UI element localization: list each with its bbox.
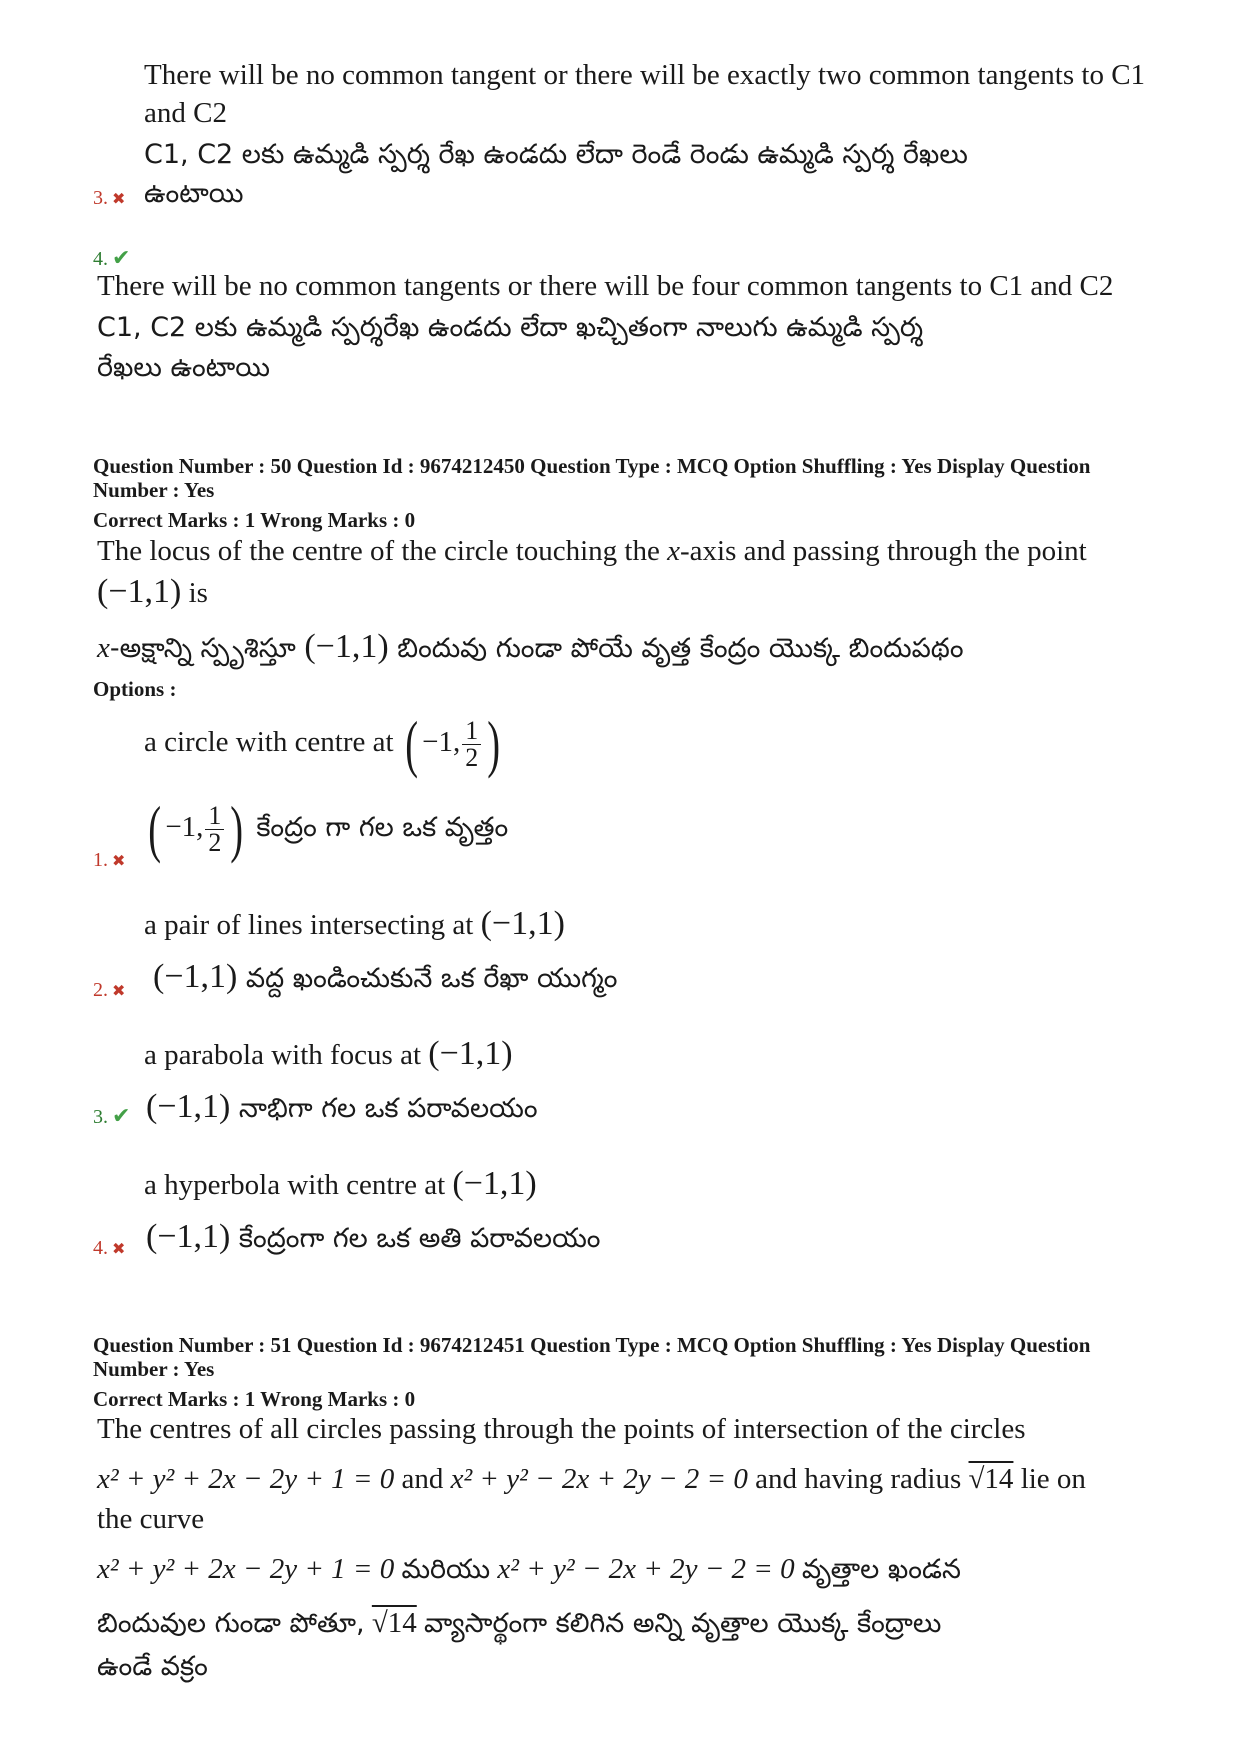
q51-te-and: మరియు bbox=[401, 1554, 491, 1585]
q51-having: and having radius bbox=[755, 1463, 962, 1495]
q50-q-pre: The locus of the centre of the circle touching the bbox=[97, 535, 668, 567]
q50-opt3-number: 3. bbox=[93, 1106, 108, 1128]
q50-opt3-en-text: a parabola with focus at bbox=[144, 1039, 429, 1071]
q49-opt3-te-line2: ఉంటాయి bbox=[144, 178, 244, 209]
q50-opt1-frac-den: 2 bbox=[465, 742, 479, 772]
q50-opt1-frac-lead: −1, bbox=[422, 726, 461, 758]
q51-and: and bbox=[401, 1463, 444, 1495]
q50-opt1-te-text: కేంద్రం గా గల ఒక వృత్తం bbox=[247, 812, 509, 843]
q51-te-line1-post: వృత్తాల ఖండన bbox=[801, 1554, 961, 1585]
q50-opt1-number: 1. bbox=[93, 849, 108, 871]
check-icon: ✔ bbox=[112, 246, 131, 271]
q50-q-is: is bbox=[181, 577, 208, 609]
q50-te-post: బిందువు గుండా పోయే వృత్త కేంద్రం యొక్క బిందుపథం bbox=[388, 633, 964, 664]
q50-question-te bbox=[97, 628, 964, 668]
q50-options-label: Options : bbox=[93, 677, 177, 701]
q50-q-var: x bbox=[667, 535, 680, 567]
q49-opt3-te-line1: C1, C2 లకు ఉమ్మడి స్పర్శ రేఖ ఉండదు లేదా రెండే రెండు ఉమ్మడి స్పర్శ రేఖలు bbox=[144, 139, 968, 170]
q51-te-line2-pre: బిందువుల గుండా పోతూ, bbox=[97, 1608, 365, 1639]
q50-opt2-te-point: (−1,1) bbox=[153, 958, 238, 995]
q50-marks: Correct Marks : 1 Wrong Marks : 0 bbox=[93, 508, 416, 532]
q50-opt3-te-point: (−1,1) bbox=[146, 1088, 231, 1125]
q50-opt2-marker bbox=[93, 978, 125, 1002]
q50-meta-line2: Number : Yes bbox=[93, 478, 215, 502]
q50-opt2-te bbox=[153, 958, 617, 998]
q50-opt3-en-point: (−1,1) bbox=[428, 1035, 513, 1072]
q51-te-line2-post: వ్యాసార్థంగా కలిగిన అన్ని వృత్తాల యొక్క కేంద్రాలు bbox=[424, 1608, 942, 1639]
q50-question-en-line1 bbox=[97, 532, 1087, 570]
q50-opt3-te-text: నాభిగా గల ఒక పరావలయం bbox=[230, 1093, 538, 1124]
q51-te-sqrt14: √14 bbox=[371, 1607, 417, 1639]
q50-opt3-marker bbox=[93, 1104, 130, 1129]
q50-opt4-en-point: (−1,1) bbox=[452, 1165, 537, 1202]
q50-opt1-te-frac-den: 2 bbox=[208, 827, 222, 857]
q50-opt4-marker bbox=[93, 1236, 125, 1260]
q50-opt2-en-text: a pair of lines intersecting at bbox=[144, 909, 481, 941]
q49-opt3-number: 3. bbox=[93, 187, 108, 209]
q50-opt2-te-text: వద్ద ఖండించుకునే ఒక రేఖా యుగ్మం bbox=[237, 963, 618, 994]
q51-te-eq2: x² + y² − 2x + 2y − 2 = 0 bbox=[497, 1553, 795, 1585]
q50-te-pre: -అక్షాన్ని స్పృశిస్తూ bbox=[109, 633, 305, 664]
q51-marks: Correct Marks : 1 Wrong Marks : 0 bbox=[93, 1387, 416, 1411]
q50-opt2-en-point: (−1,1) bbox=[480, 905, 565, 942]
q49-opt3-en-line2: and C2 bbox=[144, 97, 227, 129]
q51-te-eq1: x² + y² + 2x − 2y + 1 = 0 bbox=[97, 1553, 395, 1585]
q50-q-post: -axis and passing through the point bbox=[679, 535, 1087, 567]
q51-question-te-line1 bbox=[97, 1550, 961, 1589]
q51-question-en-line1: The centres of all circles passing through the points of intersection of the circles bbox=[97, 1413, 1026, 1445]
q50-opt2-number: 2. bbox=[93, 979, 108, 1001]
q50-opt3-en bbox=[144, 1035, 513, 1074]
q50-opt1-te-frac-lead: −1, bbox=[165, 811, 204, 843]
q50-opt1-fraction bbox=[462, 715, 481, 772]
cross-icon: ✖ bbox=[112, 981, 126, 1000]
q51-question-te-line3: ఉండే వక్రం bbox=[97, 1651, 208, 1682]
q51-lie-on: lie on bbox=[1020, 1463, 1086, 1495]
q50-te-var: x bbox=[97, 632, 110, 664]
q50-opt1-en-text: a circle with centre at bbox=[144, 726, 401, 758]
q50-opt1-te: ( −1, $\frac{1}{2}$ ) కేంద్రం గా గల ఒక వృత్తం bbox=[148, 793, 509, 865]
q50-opt4-te-point: (−1,1) bbox=[146, 1218, 231, 1255]
cross-icon: ✖ bbox=[112, 189, 126, 208]
q50-q-point: (−1,1) bbox=[97, 573, 182, 610]
q51-question-en-line2 bbox=[97, 1460, 1086, 1498]
q51-question-en-line3: the curve bbox=[97, 1503, 205, 1535]
q50-opt4-number: 4. bbox=[93, 1237, 108, 1259]
q50-meta-line1: Question Number : 50 Question Id : 9674212450 Question Type : MCQ Option Shuffling : Yes Display Question bbox=[93, 454, 1091, 478]
q51-sqrt14: √14 bbox=[968, 1463, 1014, 1495]
q51-meta-line2: Number : Yes bbox=[93, 1357, 215, 1381]
q50-opt1-marker bbox=[93, 848, 125, 872]
q50-opt4-en bbox=[144, 1165, 537, 1204]
q50-opt2-en bbox=[144, 905, 565, 944]
q50-opt1-te-frac-num: 1 bbox=[205, 803, 224, 830]
q49-opt4-te-line2: రేఖలు ఉంటాయి bbox=[97, 352, 270, 383]
q49-opt3-en-line1: There will be no common tangent or there will be exactly two common tangents to C1 bbox=[144, 59, 1146, 91]
q50-question-en-line2 bbox=[97, 573, 208, 612]
q51-eq2: x² + y² − 2x + 2y − 2 = 0 bbox=[450, 1463, 748, 1495]
q49-opt3-marker bbox=[93, 186, 125, 210]
q49-opt4-number: 4. bbox=[93, 248, 108, 270]
q50-opt4-en-text: a hyperbola with centre at bbox=[144, 1169, 453, 1201]
q49-opt4-en: There will be no common tangents or there will be four common tangents to C1 and C2 bbox=[97, 270, 1114, 302]
cross-icon: ✖ bbox=[112, 851, 126, 870]
q50-opt3-te bbox=[146, 1088, 538, 1128]
q50-opt1-en: a circle with centre at ( −1, $\frac{1}{2}$ ) bbox=[144, 708, 501, 780]
q50-opt4-te-text: కేంద్రంగా గల ఒక అతి పరావలయం bbox=[230, 1223, 601, 1254]
q50-opt1-te-fraction bbox=[205, 800, 224, 857]
cross-icon: ✖ bbox=[112, 1239, 126, 1258]
q51-meta-line1: Question Number : 51 Question Id : 9674212451 Question Type : MCQ Option Shuffling : Yes Display Question bbox=[93, 1333, 1091, 1357]
q51-eq1: x² + y² + 2x − 2y + 1 = 0 bbox=[97, 1463, 395, 1495]
q50-opt1-frac-num: 1 bbox=[462, 718, 481, 745]
q50-opt4-te bbox=[146, 1218, 600, 1258]
check-icon: ✔ bbox=[112, 1104, 131, 1129]
q50-te-point: (−1,1) bbox=[304, 628, 389, 665]
q49-opt4-te-line1: C1, C2 లకు ఉమ్మడి స్పర్శరేఖ ఉండదు లేదా ఖచ్చితంగా నాలుగు ఉమ్మడి స్పర్శ bbox=[97, 312, 924, 343]
q51-question-te-line2 bbox=[97, 1604, 941, 1643]
